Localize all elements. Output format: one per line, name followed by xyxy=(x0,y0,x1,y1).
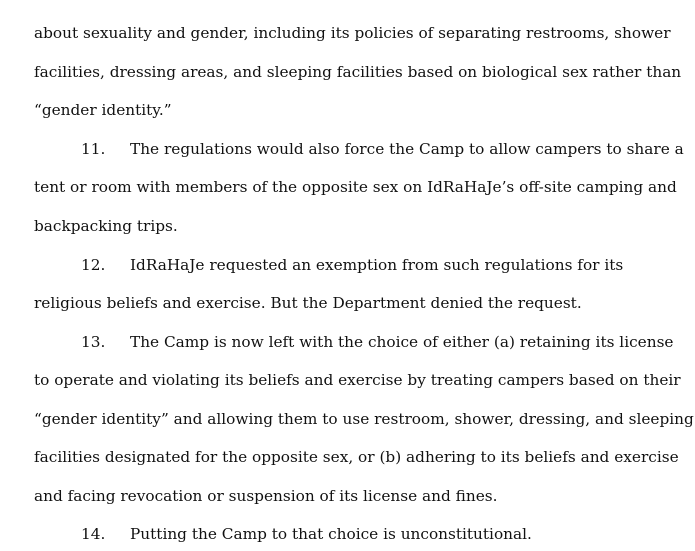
paragraph-14-number: 14. xyxy=(81,525,106,543)
paragraph-13-line-2: to operate and violating its beliefs and exercise by treating campers based on their xyxy=(34,371,681,389)
paragraph-13-number: 13. xyxy=(81,333,106,351)
continuation-line-2: facilities, dressing areas, and sleeping facilities based on biological sex rather than xyxy=(34,63,682,81)
continuation-line-1: about sexuality and gender, including its policies of separating restrooms, shower xyxy=(34,24,671,42)
paragraph-13-line-3: “gender identity” and allowing them to use restroom, shower, dressing, and sleeping xyxy=(34,410,694,428)
paragraph-13-line-5: and facing revocation or suspension of its license and fines. xyxy=(34,487,498,505)
paragraph-13-line-4: facilities designated for the opposite sex, or (b) adhering to its beliefs and exercise xyxy=(34,448,679,466)
paragraph-12-first-line: IdRaHaJe requested an exemption from such regulations for its xyxy=(130,256,624,274)
paragraph-12-line-2: religious beliefs and exercise. But the Department denied the request. xyxy=(34,294,582,312)
paragraph-11-line-2: tent or room with members of the opposite sex on IdRaHaJe’s off-site camping and xyxy=(34,178,677,196)
paragraph-14-first-line: Putting the Camp to that choice is unconstitutional. xyxy=(130,525,532,543)
paragraph-11-first-line: The regulations would also force the Camp to allow campers to share a xyxy=(130,140,684,158)
paragraph-13-first-line: The Camp is now left with the choice of either (a) retaining its license xyxy=(130,333,674,351)
paragraph-11-line-3: backpacking trips. xyxy=(34,217,178,235)
continuation-line-3: “gender identity.” xyxy=(34,101,172,119)
paragraph-11-number: 11. xyxy=(81,140,106,158)
paragraph-12-number: 12. xyxy=(81,256,106,274)
